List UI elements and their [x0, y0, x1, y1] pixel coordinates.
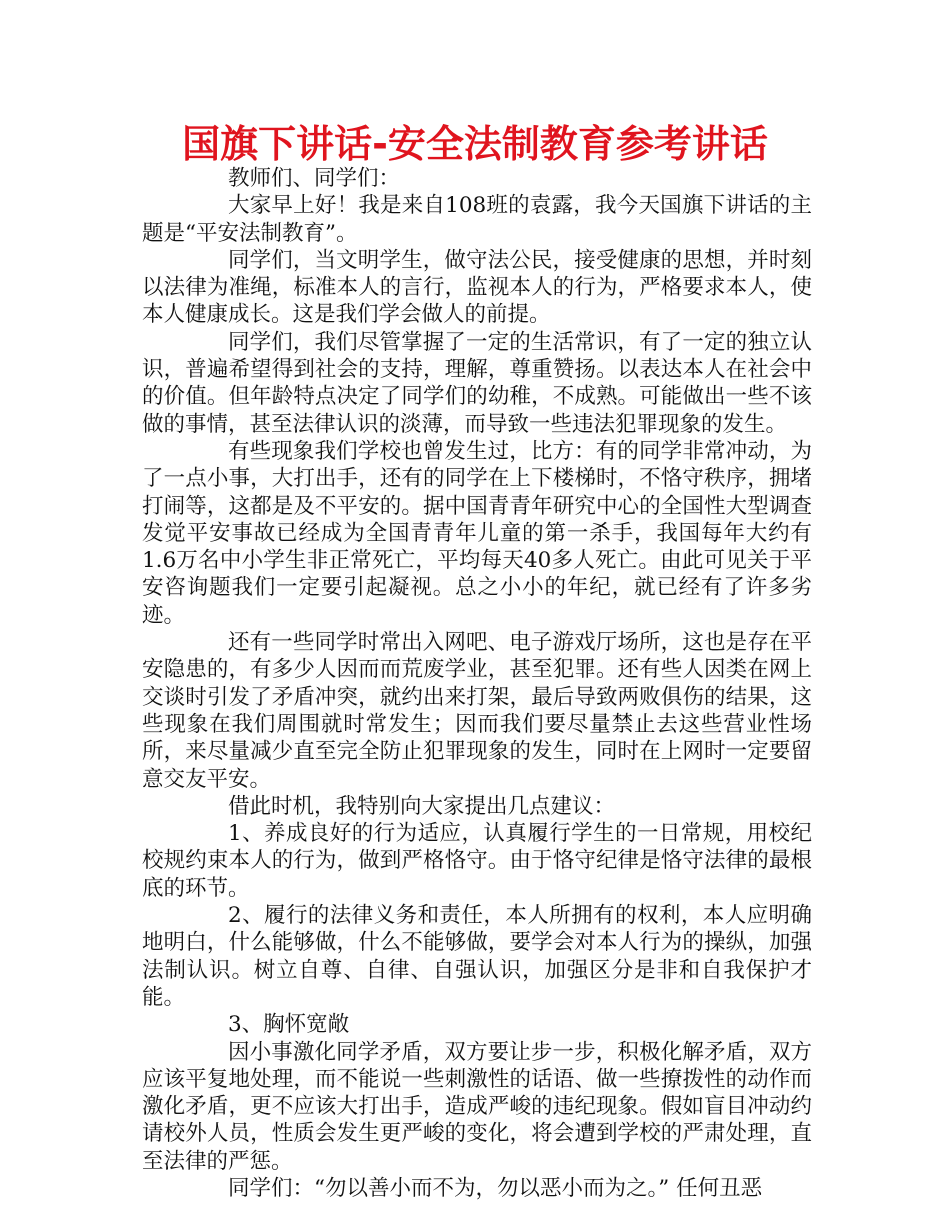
document-body — [142, 165, 812, 1202]
paragraph-civilized-student: 同学们，当文明学生，做守法公民，接受健康的思想，并时刻以法律为准绳，标准本人的言行，监视本人的行为，严格要求本人，使本人健康成长。这是我们学会做人的前提。 — [142, 247, 812, 328]
document-title: 国旗下讲话-安全法制教育参考讲话 — [182, 122, 768, 166]
paragraph-suggestion-1: 1、养成良好的行为适应，认真履行学生的一日常规，用校纪校规约束本人的行为，做到严格恪守。由于恪守纪律是恪守法律的最根底的环节。 — [142, 821, 812, 901]
paragraph-suggestion-3-heading: 3、胸怀宽敞 — [228, 1012, 350, 1038]
paragraph-suggestions-intro: 借此时机，我特别向大家提出几点建议： — [228, 793, 616, 819]
paragraph-greeting: 大家早上好！我是来自108班的袁露，我今天国旗下讲话的主题是“平安法制教育”。 — [142, 193, 812, 246]
paragraph-salutation: 教师们、同学们： — [228, 166, 401, 191]
paragraph-closing: 同学们：“勿以善小而不为，勿以恶小而为之。” 任何丑恶 — [228, 1175, 763, 1201]
paragraph-school-incidents: 有些现象我们学校也曾发生过，比方：有的同学非常冲动，为了一点小事，大打出手，还有的同学在上下楼梯时，不恪守秩序，拥堵打闹等，这都是及不平安的。据中国青青年研究中心的全国性大型调查发觉平安事故已经成为全国青青年儿童的第一杀手，我国每年大约有1.6万名中小学生非正常死亡，平均每天40多人死亡。由此可见关于平安咨询题我们一定要引起凝视。总之小小的年纪，就已经有了许多劣迹。 — [142, 438, 812, 628]
paragraph-immaturity: 同学们，我们尽管掌握了一定的生活常识，有了一定的独立认识，普遍希望得到社会的支持，理解，尊重赞扬。以表达本人在社会中的价值。但年龄特点决定了同学们的幼稚，不成熟。可能做出一些不该做的事情，甚至法律认识的淡薄，而导致一些违法犯罪现象的发生。 — [142, 329, 812, 437]
paragraph-suggestion-3-body: 因小事激化同学矛盾，双方要让步一步，积极化解矛盾，双方应该平复地处理，而不能说一些刺激性的话语、做一些撩拨性的动作而激化矛盾，更不应该大打出手，造成严峻的违纪现象。假如盲目冲动约请校外人员，性质会发生更严峻的变化，将会遭到学校的严肃处理，直至法律的严惩。 — [142, 1039, 812, 1174]
paragraph-internet-cafes: 还有一些同学时常出入网吧、电子游戏厅场所，这也是存在平安隐患的，有多少人因而而荒废学业，甚至犯罪。还有些人因类在网上交谈时引发了矛盾冲突，就约出来打架，最后导致两败俱伤的结果，这些现象在我们周围就时常发生；因而我们要尽量禁止去这些营业性场所，来尽量减少直至完全防止犯罪现象的发生，同时在上网时一定要留意交友平安。 — [142, 630, 812, 792]
paragraph-suggestion-2: 2、履行的法律义务和责任，本人所拥有的权利，本人应明确地明白，什么能够做，什么不能够做，要学会对本人行为的操纵，加强法制认识。树立自尊、自律、自强认识，加强区分是非和自我保护才能。 — [142, 903, 812, 1010]
